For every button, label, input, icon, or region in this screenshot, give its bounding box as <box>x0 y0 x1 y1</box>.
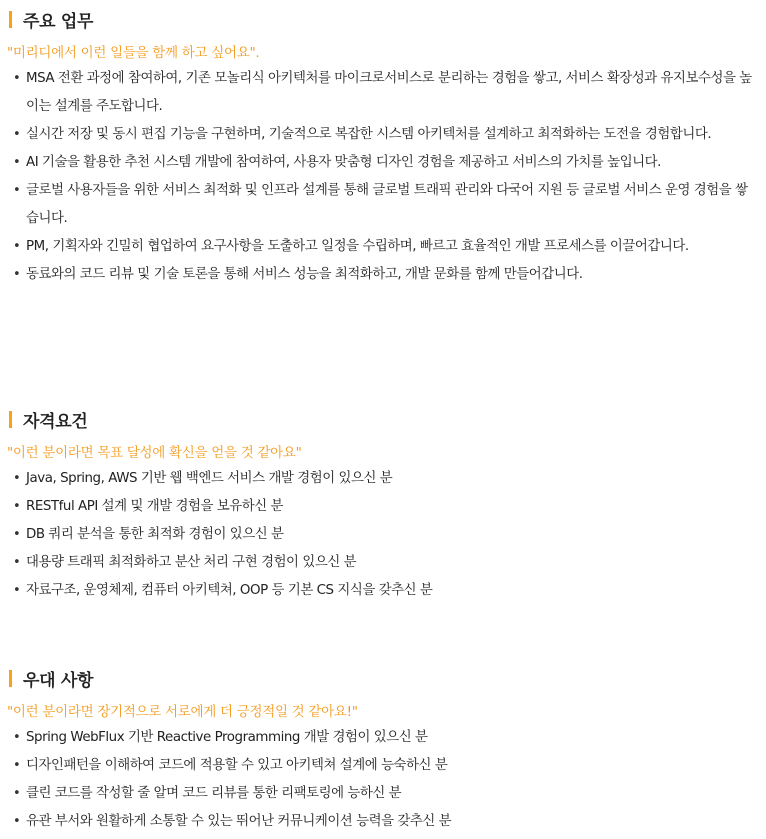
section-title: 우대 사항 <box>23 670 94 691</box>
list-item <box>0 65 766 121</box>
list-item-text: 유관 부서와 원활하게 소통할 수 있는 뛰어난 커뮤니케이션 능력을 갖추신 분 <box>26 814 452 829</box>
bullet-icon: • <box>13 499 21 514</box>
bullet-icon: • <box>13 239 21 254</box>
section-title: 자격요건 <box>23 411 88 432</box>
bullet-icon: • <box>13 267 21 282</box>
bullet-icon: • <box>13 730 21 745</box>
bullet-icon: • <box>13 758 21 773</box>
list-item <box>0 724 766 752</box>
list-item <box>0 549 766 577</box>
bullet-icon: • <box>13 555 21 570</box>
list-item-text: PM, 기획자와 긴밀히 협업하여 요구사항을 도출하고 일정을 수립하며, 빠르고 효율적인 개발 프로세스를 이끌어갑니다. <box>26 239 689 254</box>
section-heading <box>0 406 766 432</box>
accent-bar <box>9 11 12 28</box>
list-item-text: AI 기술을 활용한 추천 시스템 개발에 참여하여, 사용자 맞춤형 디자인 경험을 제공하고 서비스의 가치를 높입니다. <box>26 155 661 170</box>
list-item-text: Java, Spring, AWS 기반 웹 백엔드 서비스 개발 경험이 있으신 분 <box>26 471 393 486</box>
list-item-text: 디자인패턴을 이해하여 코드에 적용할 수 있고 아키텍쳐 설계에 능숙하신 분 <box>26 758 448 773</box>
section-preferred <box>0 665 766 836</box>
bullet-icon: • <box>13 786 21 801</box>
bullet-icon: • <box>13 155 21 170</box>
duties-list <box>0 65 766 289</box>
list-item-text: RESTful API 설계 및 개발 경험을 보유하신 분 <box>26 499 284 514</box>
section-subtitle: "이런 분이라면 목표 달성에 확신을 얻을 것 같아요" <box>7 445 302 461</box>
preferred-list <box>0 724 766 836</box>
list-item-text: 자료구조, 운영체제, 컴퓨터 아키텍쳐, OOP 등 기본 CS 지식을 갖추신 분 <box>26 583 433 598</box>
list-item <box>0 808 766 836</box>
list-item-text: 동료와의 코드 리뷰 및 기술 토론을 통해 서비스 성능을 최적화하고, 개발 문화를 함께 만들어갑니다. <box>26 267 583 282</box>
bullet-icon: • <box>13 71 21 86</box>
section-subtitle: "미리디에서 이런 일들을 함께 하고 싶어요". <box>7 45 260 61</box>
bullet-icon: • <box>13 127 21 142</box>
list-item-text: MSA 전환 과정에 참여하여, 기존 모놀리식 아키텍처를 마이크로서비스로 분리하는 경험을 쌓고, 서비스 확장성과 유지보수성을 높이는 설계를 주도합니다. <box>26 71 752 114</box>
list-item <box>0 261 766 289</box>
section-heading <box>0 665 766 691</box>
bullet-icon: • <box>13 583 21 598</box>
list-item-text: 클린 코드를 작성할 줄 알며 코드 리뷰를 통한 리팩토링에 능하신 분 <box>26 786 402 801</box>
list-item-text: 실시간 저장 및 동시 편집 기능을 구현하며, 기술적으로 복잡한 시스템 아키텍처를 설계하고 최적화하는 도전을 경험합니다. <box>26 127 712 142</box>
list-item <box>0 149 766 177</box>
list-item <box>0 780 766 808</box>
section-heading <box>0 6 766 32</box>
accent-bar <box>9 670 12 687</box>
list-item-text: DB 쿼리 분석을 통한 최적화 경험이 있으신 분 <box>26 527 284 542</box>
list-item <box>0 121 766 149</box>
list-item <box>0 233 766 261</box>
qualifications-list <box>0 465 766 605</box>
list-item-text: 글로벌 사용자들을 위한 서비스 최적화 및 인프라 설계를 통해 글로벌 트래픽 관리와 다국어 지원 등 글로벌 서비스 운영 경험을 쌓습니다. <box>26 183 748 226</box>
list-item-text: 대용량 트래픽 최적화하고 분산 처리 구현 경험이 있으신 분 <box>26 555 357 570</box>
list-item <box>0 521 766 549</box>
list-item <box>0 177 766 233</box>
bullet-icon: • <box>13 471 21 486</box>
section-subtitle: "이런 분이라면 장기적으로 서로에게 더 긍정적일 것 같아요!" <box>7 704 358 720</box>
list-item-text: Spring WebFlux 기반 Reactive Programming 개발 경험이 있으신 분 <box>26 730 428 745</box>
bullet-icon: • <box>13 183 21 198</box>
section-title: 주요 업무 <box>23 11 94 32</box>
list-item <box>0 577 766 605</box>
accent-bar <box>9 411 12 428</box>
list-item <box>0 752 766 780</box>
list-item <box>0 493 766 521</box>
list-item <box>0 465 766 493</box>
bullet-icon: • <box>13 814 21 829</box>
bullet-icon: • <box>13 527 21 542</box>
section-main-duties <box>0 6 766 289</box>
section-qualifications <box>0 406 766 605</box>
